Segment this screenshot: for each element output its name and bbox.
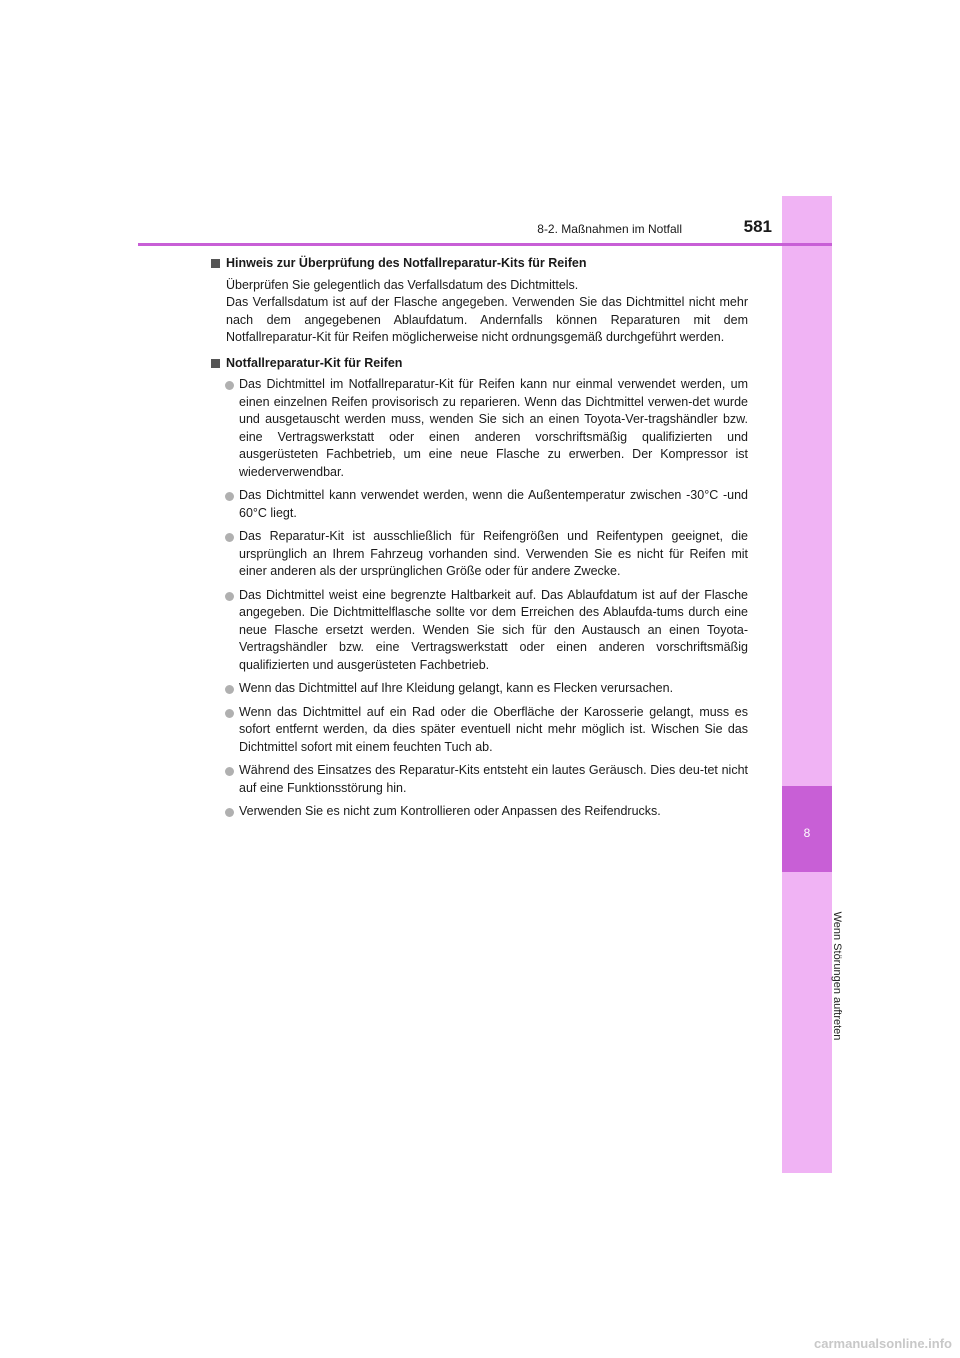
- chapter-side-tab: [782, 196, 832, 1173]
- page-number: 581: [743, 217, 772, 236]
- chapter-number: 8: [803, 826, 811, 840]
- square-bullet-icon: [211, 259, 220, 268]
- list-item: Wenn das Dichtmittel auf Ihre Kleidung gelangt, kann es Flecken verursachen.: [211, 680, 748, 698]
- round-bullet-icon: [225, 533, 234, 542]
- watermark: carmanualsonline.info: [814, 1336, 952, 1351]
- page-content: [211, 255, 748, 829]
- list-item: Das Dichtmittel im Notfallreparatur-Kit für Reifen kann nur einmal verwendet werden, um einen einzelnen Reifen provisorisch zu reparieren. Wenn das Dichtmittel verwen-det wurde und ausgetauscht werden muss, wenden Sie sich an einen Toyota-Ver-tragshändler bzw. eine Vertragswerkstatt oder einen anderen vorschriftsmäßig qualifizierten und ausgerüsteten Fachbetrieb, um eine neue Flasche zu erwerben. Der Kompressor ist wiederverwendbar.: [211, 376, 748, 481]
- paragraph: Das Verfallsdatum ist auf der Flasche angegeben. Verwenden Sie das Dichtmittel nicht mehr nach dem angegebenen Ablaufdatum. Andernfalls können Reparaturen mit dem Notfallreparatur-Kit für Reifen möglicherweise nicht ordnungsgemäß durchgeführt werden.: [226, 295, 748, 344]
- square-bullet-icon: [211, 359, 220, 368]
- round-bullet-icon: [225, 381, 234, 390]
- round-bullet-icon: [225, 767, 234, 776]
- list-item: Das Dichtmittel weist eine begrenzte Haltbarkeit auf. Das Ablaufdatum ist auf der Flasche angegeben. Die Dichtmittelflasche sollte vor dem Erreichen des Ablaufda-tums durch eine neue Flasche ersetzt werden. Wenden Sie sich für den Austausch an einen Toyota-Vertragshändler bzw. eine Vertragswerkstatt oder einen anderen vorschriftsmäßig qualifizierten und ausgerüsteten Fachbetrieb.: [211, 587, 748, 675]
- round-bullet-icon: [225, 592, 234, 601]
- round-bullet-icon: [225, 685, 234, 694]
- list-item: Während des Einsatzes des Reparatur-Kits entsteht ein lautes Geräusch. Dies deu-tet nicht auf eine Funktionsstörung hin.: [211, 762, 748, 797]
- list-item: Verwenden Sie es nicht zum Kontrollieren oder Anpassen des Reifendrucks.: [211, 803, 748, 821]
- chapter-title: Wenn Störungen auftreten: [831, 911, 843, 1041]
- section-tire-kit: [211, 355, 748, 821]
- list-item: Wenn das Dichtmittel auf ein Rad oder die Oberfläche der Karosserie gelangt, muss es sofort entfernt werden, da dies später eventuell nicht mehr möglich ist. Wischen Sie das Dichtmittel sofort mit einem feuchten Tuch ab.: [211, 704, 748, 757]
- section-heading: Hinweis zur Überprüfung des Notfallreparatur-Kits für Reifen: [211, 255, 748, 273]
- section-heading: Notfallreparatur-Kit für Reifen: [211, 355, 748, 373]
- round-bullet-icon: [225, 808, 234, 817]
- header-rule: [138, 243, 832, 246]
- section-tire-kit-check: [211, 255, 748, 347]
- paragraph: Überprüfen Sie gelegentlich das Verfallsdatum des Dichtmittels.: [226, 277, 579, 292]
- list-item: Das Dichtmittel kann verwendet werden, wenn die Außentemperatur zwischen -30°C -und 60°C liegt.: [211, 487, 748, 522]
- list-item: Das Reparatur-Kit ist ausschließlich für Reifengrößen und Reifentypen geeignet, die ursprünglich an Ihrem Fahrzeug vorhanden sind. Verwenden Sie es nicht für Reifen mit einer anderen als der ursprünglichen Größe oder für andere Zwecke.: [211, 528, 748, 581]
- round-bullet-icon: [225, 709, 234, 718]
- section-label: 8-2. Maßnahmen im Notfall: [537, 222, 682, 236]
- round-bullet-icon: [225, 492, 234, 501]
